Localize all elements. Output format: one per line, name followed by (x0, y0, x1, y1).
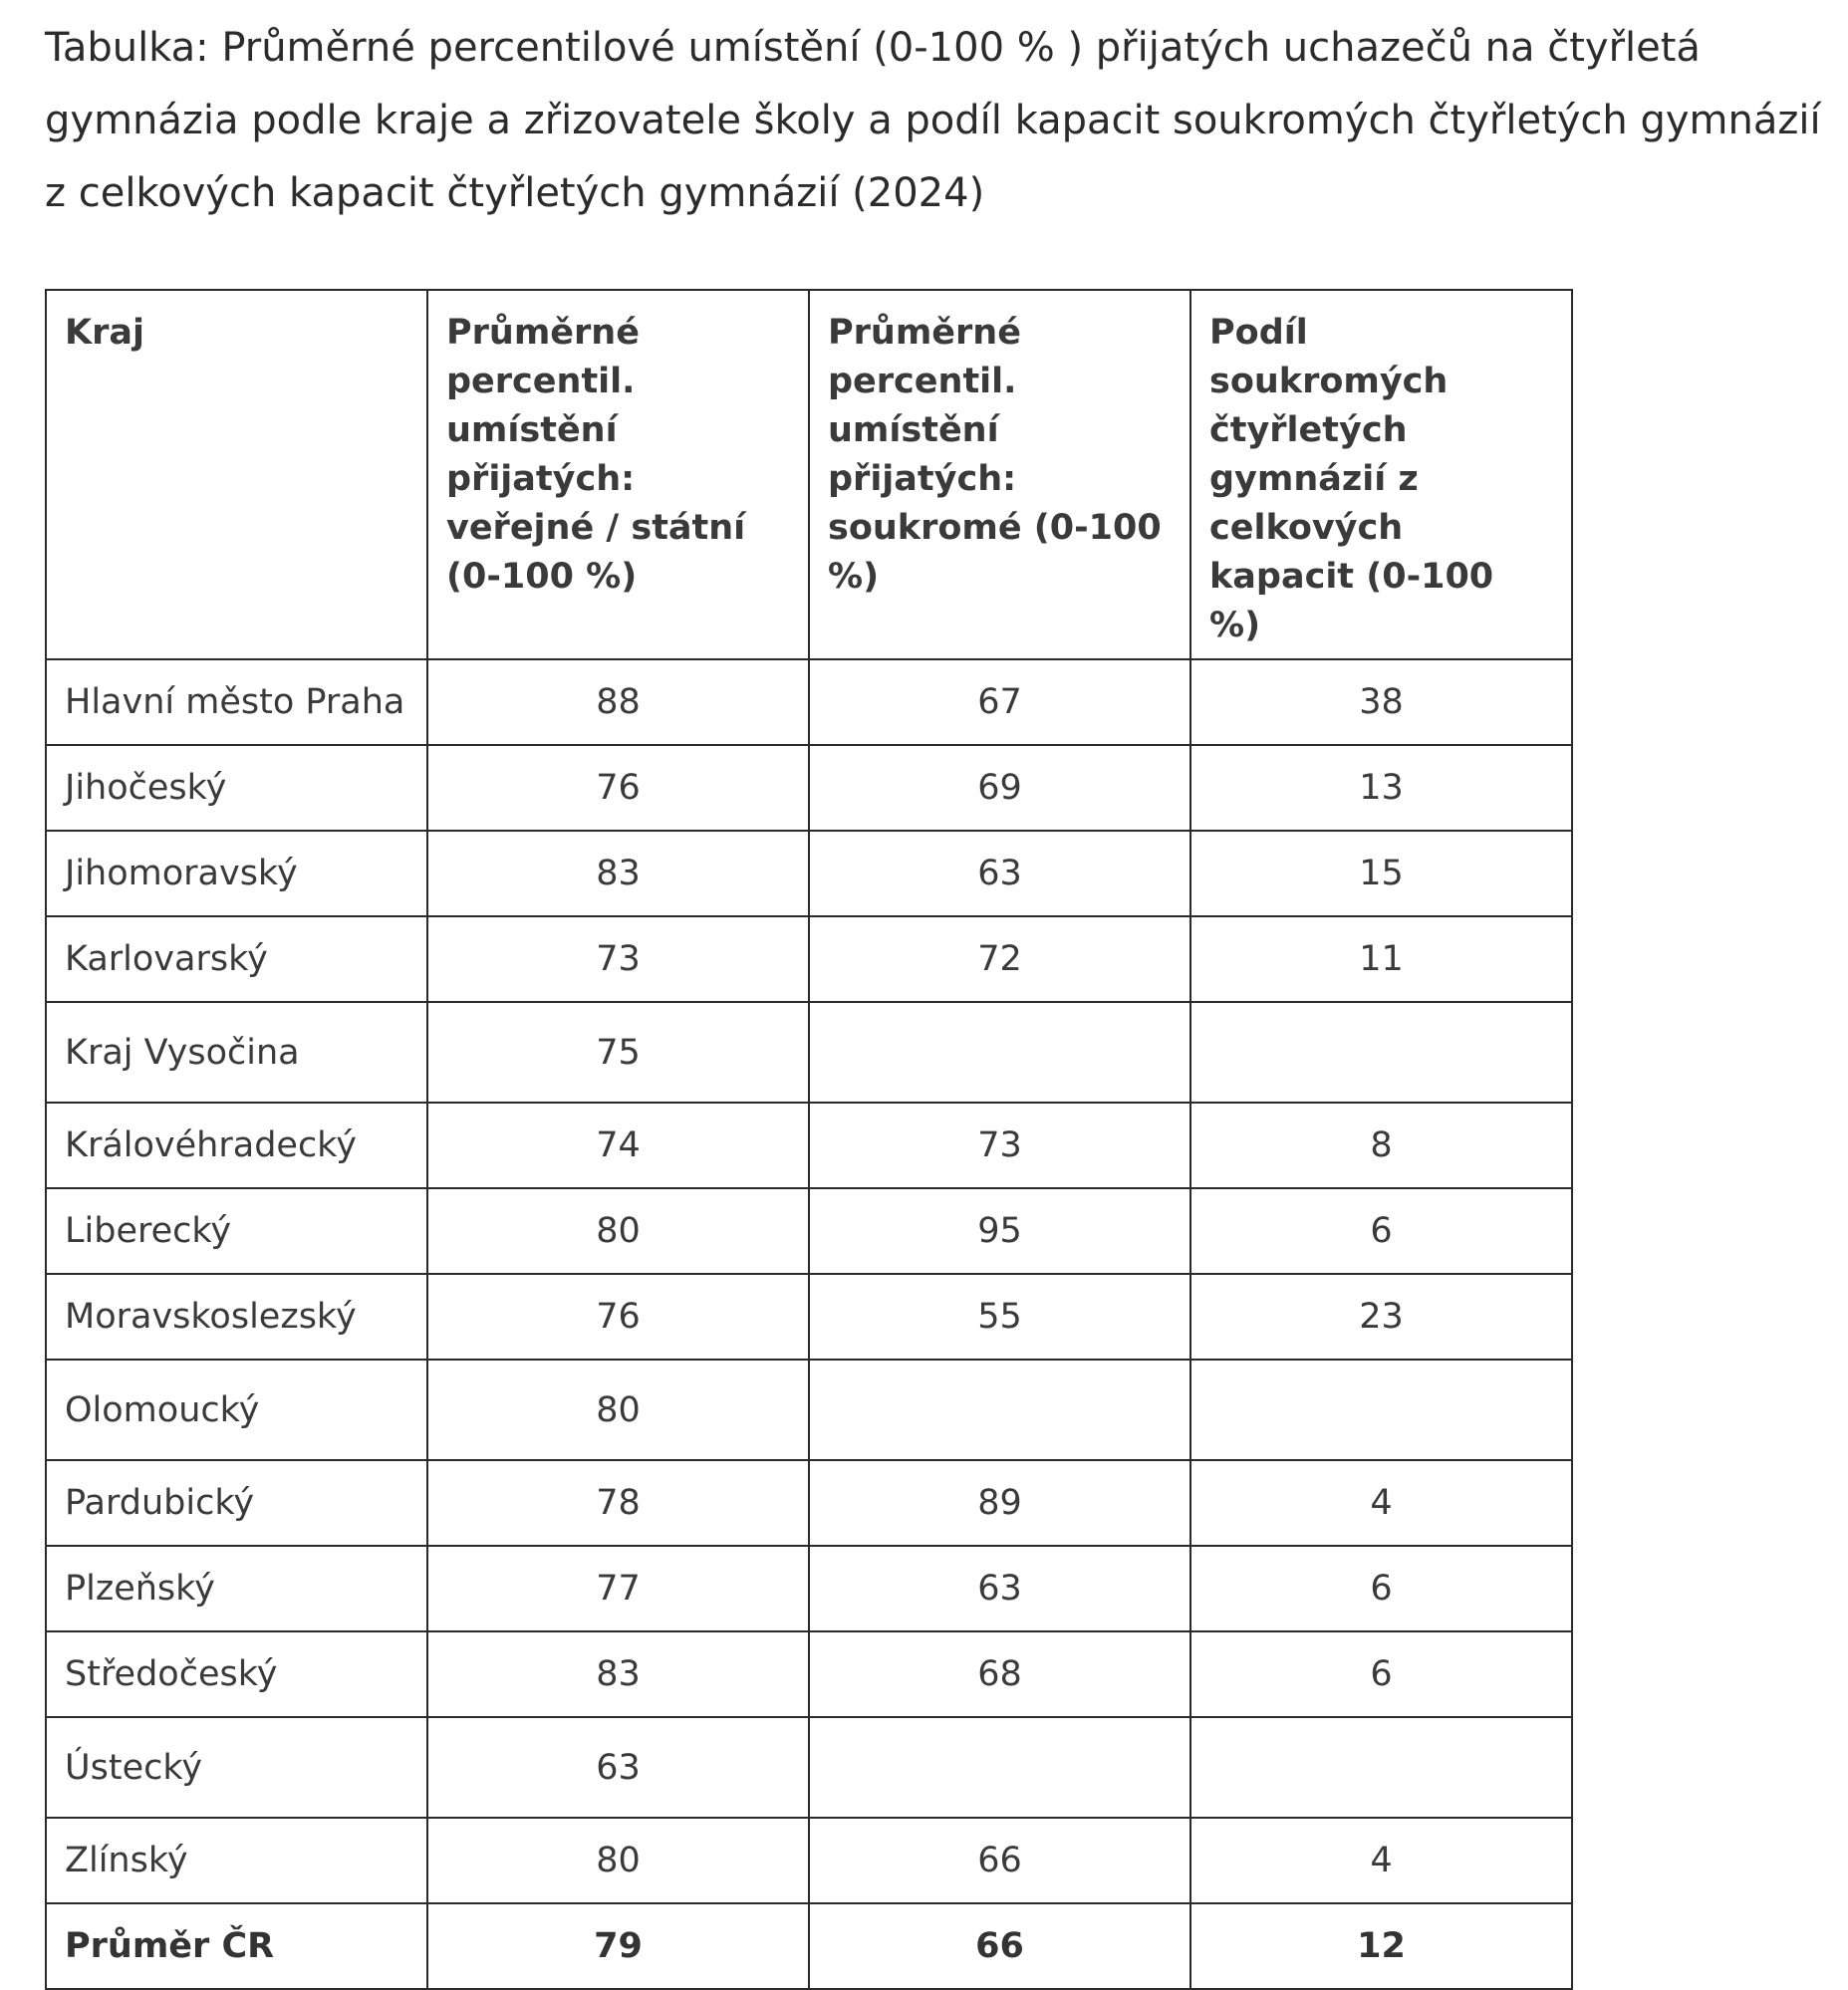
total-private-cell: 66 (809, 1903, 1190, 1989)
private-value-cell: 63 (809, 831, 1190, 916)
public-value-cell: 80 (427, 1360, 809, 1460)
private-value-cell: 95 (809, 1188, 1190, 1274)
region-cell: Zlínský (46, 1818, 427, 1903)
private-value-cell: 66 (809, 1818, 1190, 1903)
table-row (46, 1546, 1572, 1631)
region-cell: Jihomoravský (46, 831, 427, 916)
public-value-cell: 83 (427, 831, 809, 916)
data-table (45, 289, 1573, 1990)
table-row (46, 916, 1572, 1002)
region-cell: Královéhradecký (46, 1103, 427, 1188)
region-cell: Olomoucký (46, 1360, 427, 1460)
share-value-cell (1190, 1002, 1572, 1103)
header-row (46, 290, 1572, 659)
public-value-cell: 74 (427, 1103, 809, 1188)
private-value-cell: 55 (809, 1274, 1190, 1360)
table-row (46, 1360, 1572, 1460)
share-value-cell: 4 (1190, 1818, 1572, 1903)
private-value-cell (809, 1002, 1190, 1103)
table-row (46, 1103, 1572, 1188)
public-value-cell: 77 (427, 1546, 809, 1631)
table-row (46, 1188, 1572, 1274)
table-row (46, 745, 1572, 831)
public-value-cell: 76 (427, 1274, 809, 1360)
public-value-cell: 73 (427, 916, 809, 1002)
region-cell: Pardubický (46, 1460, 427, 1546)
table-row (46, 1631, 1572, 1717)
region-cell: Karlovarský (46, 916, 427, 1002)
table-row (46, 1717, 1572, 1818)
header-public: Průměrné percentil. umístění přijatých: veřejné / státní (0-100 %) (427, 290, 809, 659)
region-cell: Plzeňský (46, 1546, 427, 1631)
public-value-cell: 80 (427, 1818, 809, 1903)
region-cell: Kraj Vysočina (46, 1002, 427, 1103)
total-share-cell: 12 (1190, 1903, 1572, 1989)
public-value-cell: 76 (427, 745, 809, 831)
share-value-cell (1190, 1717, 1572, 1818)
total-row (46, 1903, 1572, 1989)
share-value-cell: 15 (1190, 831, 1572, 916)
share-value-cell: 38 (1190, 659, 1572, 745)
region-cell: Středočeský (46, 1631, 427, 1717)
region-cell: Ústecký (46, 1717, 427, 1818)
share-value-cell: 8 (1190, 1103, 1572, 1188)
header-private: Průměrné percentil. umístění přijatých: soukromé (0-100 %) (809, 290, 1190, 659)
header-share: Podíl soukromých čtyřletých gymnázií z celkových kapacit (0-100 %) (1190, 290, 1572, 659)
private-value-cell: 73 (809, 1103, 1190, 1188)
total-public-cell: 79 (427, 1903, 809, 1989)
table-row (46, 1002, 1572, 1103)
table-row (46, 1274, 1572, 1360)
region-cell: Jihočeský (46, 745, 427, 831)
private-value-cell: 68 (809, 1631, 1190, 1717)
share-value-cell: 13 (1190, 745, 1572, 831)
region-cell: Liberecký (46, 1188, 427, 1274)
share-value-cell: 11 (1190, 916, 1572, 1002)
table-row (46, 1818, 1572, 1903)
table-row (46, 1460, 1572, 1546)
public-value-cell: 80 (427, 1188, 809, 1274)
share-value-cell (1190, 1360, 1572, 1460)
private-value-cell: 63 (809, 1546, 1190, 1631)
share-value-cell: 6 (1190, 1188, 1572, 1274)
private-value-cell: 72 (809, 916, 1190, 1002)
public-value-cell: 88 (427, 659, 809, 745)
table-title: Tabulka: Průměrné percentilové umístění (0-100 % ) přijatých uchazečů na čtyřletá gymnázia podle kraje a zřizovatele školy a podíl kapacit soukromých čtyřletých gymnázií z celkových kapacit čtyřletých gymnázií (2024) (45, 25, 1821, 216)
table-row (46, 831, 1572, 916)
share-value-cell: 4 (1190, 1460, 1572, 1546)
public-value-cell: 78 (427, 1460, 809, 1546)
private-value-cell: 69 (809, 745, 1190, 831)
table-row (46, 659, 1572, 745)
region-cell: Moravskoslezský (46, 1274, 427, 1360)
total-label-cell: Průměr ČR (46, 1903, 427, 1989)
share-value-cell: 6 (1190, 1631, 1572, 1717)
private-value-cell: 89 (809, 1460, 1190, 1546)
region-cell: Hlavní město Praha (46, 659, 427, 745)
private-value-cell (809, 1360, 1190, 1460)
header-kraj: Kraj (46, 290, 427, 659)
share-value-cell: 6 (1190, 1546, 1572, 1631)
private-value-cell: 67 (809, 659, 1190, 745)
private-value-cell (809, 1717, 1190, 1818)
public-value-cell: 75 (427, 1002, 809, 1103)
share-value-cell: 23 (1190, 1274, 1572, 1360)
public-value-cell: 83 (427, 1631, 809, 1717)
public-value-cell: 63 (427, 1717, 809, 1818)
